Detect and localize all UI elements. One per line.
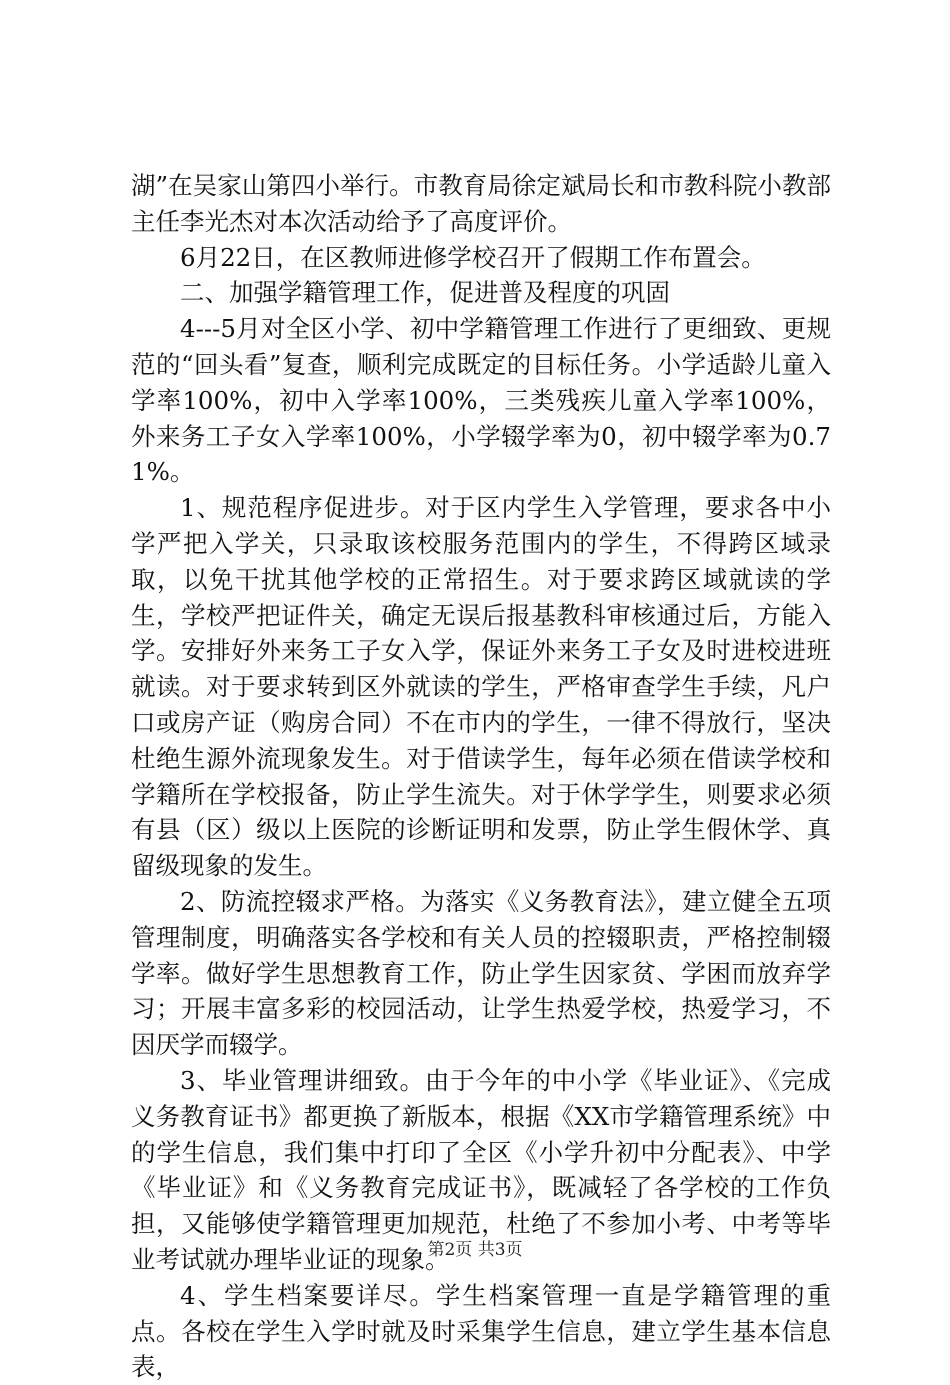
paragraph-item-1: 1、规范程序促进步。对于区内学生入学管理，要求各中小学严把入学关，只录取该校服务范围内的学生，不得跨区域录取，以免干扰其他学校的正常招生。对于要求跨区域就读的学生，学校严把证件关，确定无误后报基教科审核通过后，方能入学。安排好外来务工子女入学，保证外来务工子女及时进校进班就读。对于要求转到区外就读的学生，严格审查学生手续，凡户口或房产证（购房合同）不在市内的学生，一律不得放行，坚决杜绝生源外流现象发生。对于借读学生，每年必须在借读学校和学籍所在学校报备，防止学生流失。对于休学学生，则要求必须有县（区）级以上医院的诊断证明和发票，防止学生假休学、真留级现象的发生。 [131,493,831,881]
document-body [131,168,831,1385]
paragraph-enrollment-rates: 4---5月对全区小学、初中学籍管理工作进行了更细致、更规范的“回头看”复查，顺利完成既定的目标任务。小学适龄儿童入学率100%，初中入学率100%，三类残疾儿童入学率100%，外来务工子女入学率100%，小学辍学率为0，初中辍学率为0.71%。 [131,314,831,487]
paragraph-item-3: 3、毕业管理讲细致。由于今年的中小学《毕业证》、《完成义务教育证书》都更换了新版本，根据《XX市学籍管理系统》中的学生信息，我们集中打印了全区《小学升初中分配表》、中学《毕业证》和《义务教育完成证书》，既减轻了各学校的工作负担，又能够使学籍管理更加规范，杜绝了不参加小考、中考等毕业考试就办理毕业证的现象。 [131,1065,831,1274]
page-footer: 第2页 共3页 [427,1240,523,1260]
paragraph-item-2: 2、防流控辍求严格。为落实《义务教育法》，建立健全五项管理制度，明确落实各学校和有关人员的控辍职责，严格控制辍学率。做好学生思想教育工作，防止学生因家贫、学困而放弃学习；开展丰富多彩的校园活动，让学生热爱学校，热爱学习，不因厌学而辍学。 [131,886,831,1060]
section-heading-2: 二、加强学籍管理工作，促进普及程度的巩固 [180,278,670,308]
paragraph-meeting-date: 6月22日，在区教师进修学校召开了假期工作布置会。 [180,242,766,272]
paragraph-continuation: 湖”在吴家山第四小举行。市教育局徐定斌局长和市教科院小教部主任李光杰对本次活动给予了高度评价。 [131,171,831,236]
paragraph-item-4: 4、学生档案要详尽。学生档案管理一直是学籍管理的重点。各校在学生入学时就及时采集学生信息，建立学生基本信息表， [131,1280,831,1382]
